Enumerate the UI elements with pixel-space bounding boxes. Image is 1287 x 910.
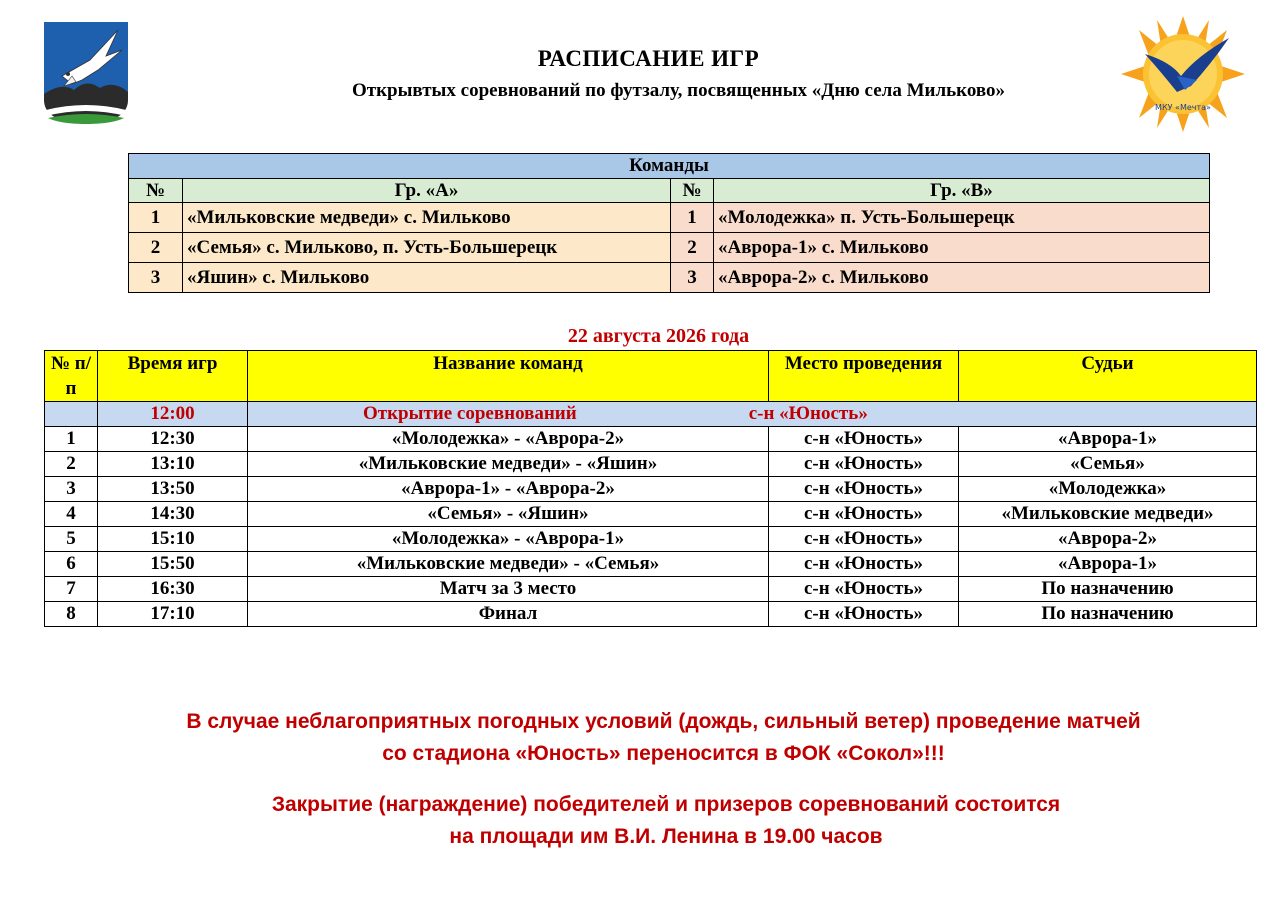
table-row	[45, 577, 1257, 602]
group-b-team: «Аврора-1» с. Мильково	[714, 233, 1210, 263]
row-num: 2	[45, 452, 98, 477]
teams-row	[129, 263, 1210, 293]
row-referee: «Семья»	[959, 452, 1257, 477]
row-venue: с-н «Юность»	[769, 427, 959, 452]
table-row	[45, 477, 1257, 502]
row-venue: с-н «Юность»	[769, 452, 959, 477]
closing-notice-line-2: на площади им В.И. Ленина в 19.00 часов	[449, 825, 883, 848]
row-num: 4	[45, 502, 98, 527]
row-num: 3	[45, 477, 98, 502]
opening-num	[45, 402, 98, 427]
header-referees: Судьи	[959, 351, 1257, 402]
opening-venue: с-н «Юность»	[748, 403, 868, 424]
closing-notice	[0, 789, 1287, 853]
row-time: 13:10	[98, 452, 248, 477]
table-row	[45, 527, 1257, 552]
row-venue: с-н «Юность»	[769, 577, 959, 602]
group-a-num: 1	[129, 203, 183, 233]
row-referee: «Молодежка»	[959, 477, 1257, 502]
row-num: 5	[45, 527, 98, 552]
group-a-team: «Семья» с. Мильково, п. Усть-Большерецк	[183, 233, 671, 263]
row-referee: «Мильковские медведи»	[959, 502, 1257, 527]
milkovo-coat-of-arms-icon	[42, 20, 130, 126]
row-match: «Молодежка» - «Аврора-2»	[248, 427, 769, 452]
sun-bird-emblem-icon	[1121, 16, 1245, 132]
row-venue: с-н «Юность»	[769, 477, 959, 502]
group-a-team: «Мильковские медведи» с. Мильково	[183, 203, 671, 233]
row-time: 12:30	[98, 427, 248, 452]
row-num: 7	[45, 577, 98, 602]
logo-text: МКУ «Мечта»	[1155, 103, 1211, 112]
opening-time: 12:00	[98, 402, 248, 427]
header-venue: Место проведения	[769, 351, 959, 402]
row-match: «Мильковские медведи» - «Семья»	[248, 552, 769, 577]
row-time: 16:30	[98, 577, 248, 602]
row-referee: «Аврора-1»	[959, 427, 1257, 452]
row-match: «Аврора-1» - «Аврора-2»	[248, 477, 769, 502]
row-match: «Мильковские медведи» - «Яшин»	[248, 452, 769, 477]
teams-title: Команды	[129, 154, 1210, 179]
row-num: 1	[45, 427, 98, 452]
group-a-num: 3	[129, 263, 183, 293]
row-time: 15:50	[98, 552, 248, 577]
table-row	[45, 602, 1257, 627]
table-row	[45, 452, 1257, 477]
opening-row	[45, 402, 1257, 427]
table-row	[45, 502, 1257, 527]
row-time: 13:50	[98, 477, 248, 502]
row-match: Матч за 3 место	[248, 577, 769, 602]
table-row	[45, 427, 1257, 452]
teams-row	[129, 203, 1210, 233]
weather-notice	[0, 706, 1287, 770]
row-referee: По назначению	[959, 602, 1257, 627]
group-b-num: 2	[671, 233, 714, 263]
group-b-header: Гр. «В»	[714, 179, 1210, 203]
page-title: РАСПИСАНИЕ ИГР	[537, 46, 760, 71]
group-a-header: Гр. «А»	[183, 179, 671, 203]
row-match: Финал	[248, 602, 769, 627]
group-b-num: 3	[671, 263, 714, 293]
schedule-header-row	[45, 351, 1257, 402]
header-teams: Название команд	[248, 351, 769, 402]
weather-notice-line-2: со стадиона «Юность» переносится в ФОК «Сокол»!!!	[382, 742, 945, 765]
group-b-team: «Аврора-2» с. Мильково	[714, 263, 1210, 293]
header-time: Время игр	[98, 351, 248, 402]
row-referee: По назначению	[959, 577, 1257, 602]
row-referee: «Аврора-2»	[959, 527, 1257, 552]
row-venue: с-н «Юность»	[769, 527, 959, 552]
row-venue: с-н «Юность»	[769, 602, 959, 627]
teams-table	[128, 153, 1210, 293]
weather-notice-line-1: В случае неблагоприятных погодных условий (дождь, сильный ветер) проведение матчей	[186, 710, 1141, 733]
group-a-num-header: №	[129, 179, 183, 203]
row-match: «Семья» - «Яшин»	[248, 502, 769, 527]
row-time: 15:10	[98, 527, 248, 552]
row-venue: с-н «Юность»	[769, 552, 959, 577]
row-venue: с-н «Юность»	[769, 502, 959, 527]
group-a-num: 2	[129, 233, 183, 263]
group-b-team: «Молодежка» п. Усть-Большерецк	[714, 203, 1210, 233]
closing-notice-line-1: Закрытие (награждение) победителей и призеров соревнований состоится	[271, 793, 1061, 816]
schedule-table	[44, 350, 1257, 627]
group-b-num-header: №	[671, 179, 714, 203]
page-subtitle: Открывтых соревнований по футзалу, посвященных «Дню села Мильково»	[351, 80, 1006, 101]
group-a-team: «Яшин» с. Мильково	[183, 263, 671, 293]
opening-event-label: Открытие соревнований	[363, 403, 577, 424]
row-time: 17:10	[98, 602, 248, 627]
table-row	[45, 552, 1257, 577]
group-b-num: 1	[671, 203, 714, 233]
header-num: № п/п	[45, 351, 98, 402]
row-num: 6	[45, 552, 98, 577]
teams-row	[129, 233, 1210, 263]
row-referee: «Аврора-1»	[959, 552, 1257, 577]
row-match: «Молодежка» - «Аврора-1»	[248, 527, 769, 552]
row-time: 14:30	[98, 502, 248, 527]
schedule-date: 22 августа 2026 года	[567, 325, 750, 347]
opening-event	[248, 402, 1257, 427]
row-num: 8	[45, 602, 98, 627]
